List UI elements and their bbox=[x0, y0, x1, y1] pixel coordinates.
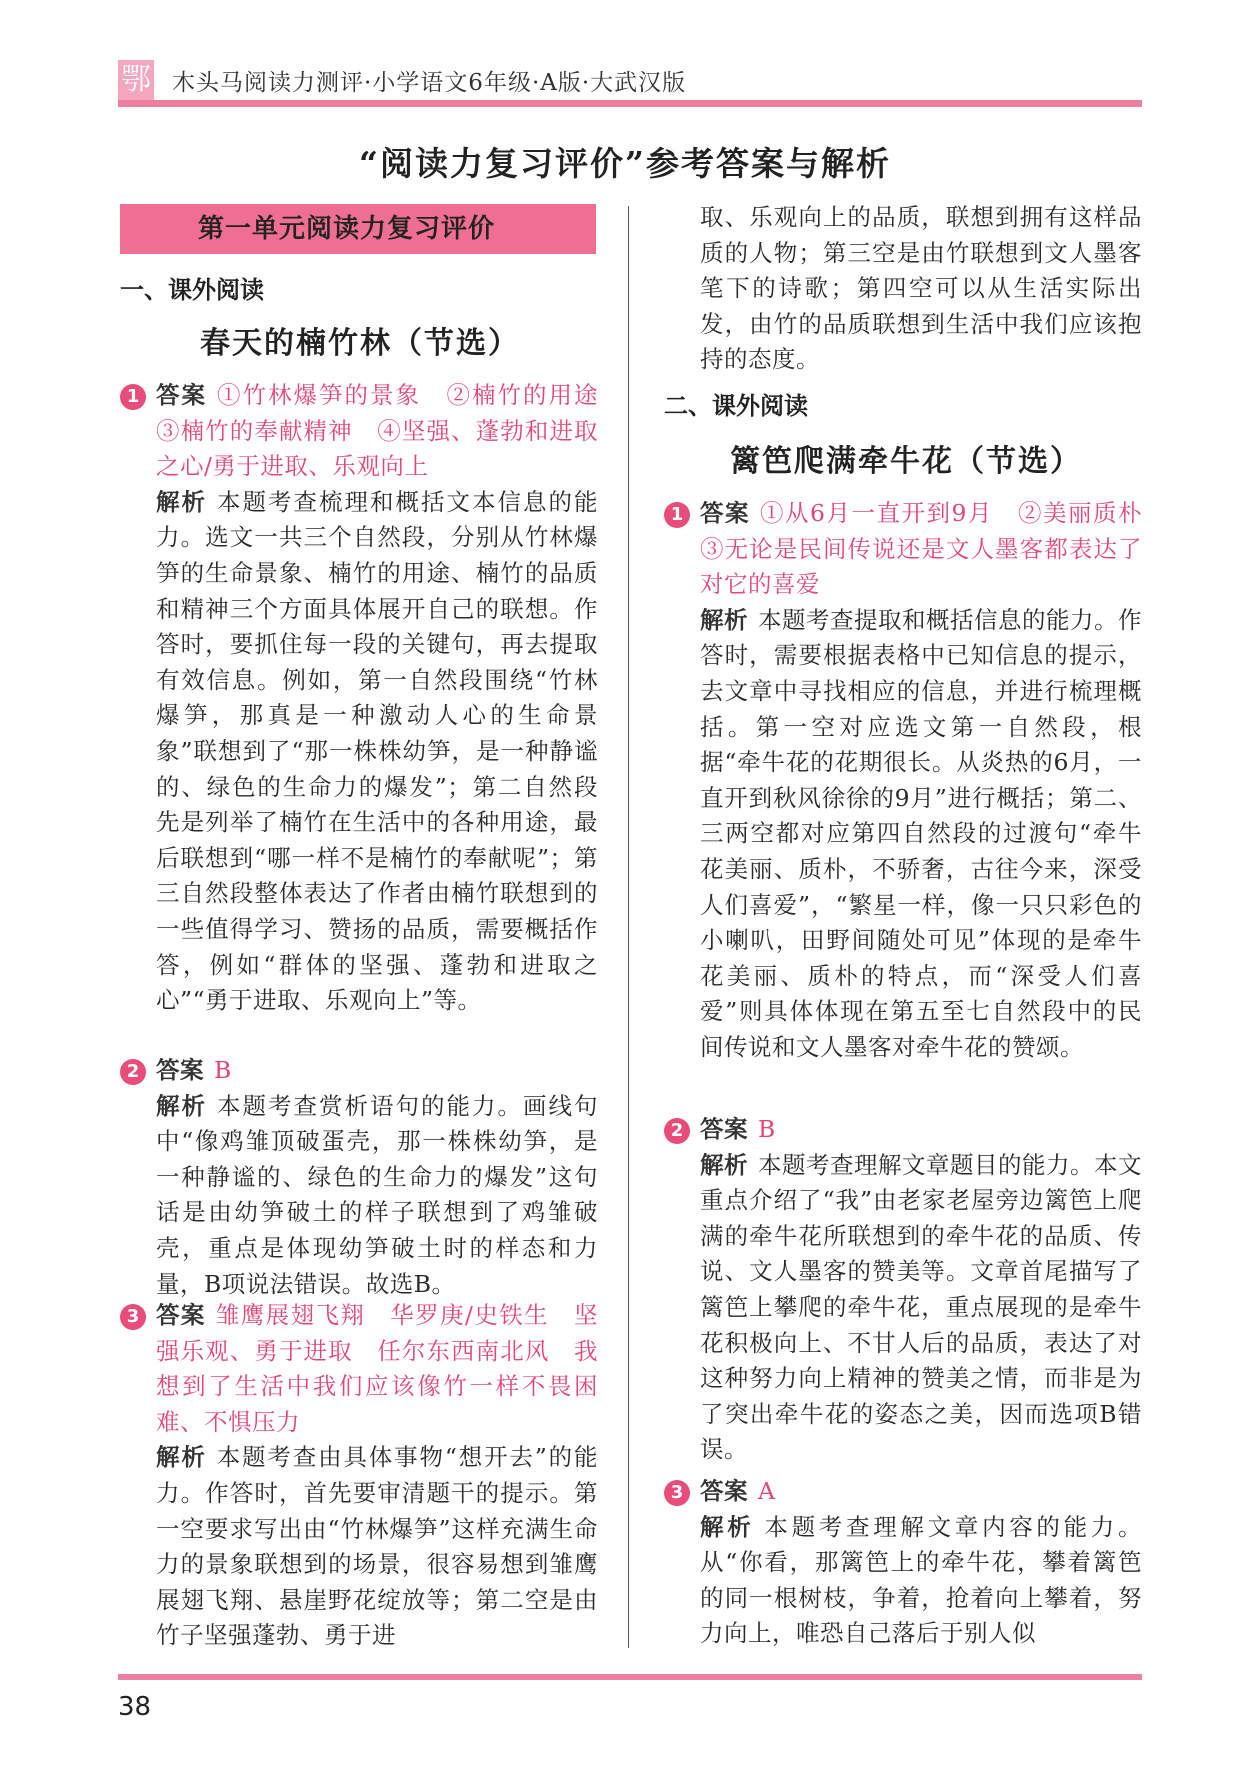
answer-block bbox=[700, 1112, 1142, 1148]
analysis-block bbox=[700, 1510, 1142, 1652]
analysis-tag: 解析 bbox=[156, 1443, 207, 1472]
section-heading-1: 一、课外阅读 bbox=[120, 276, 264, 304]
answer-text: ①竹林爆笋的景象 ②楠竹的用途 ③楠竹的奉献精神 ④坚强、蓬勃和进取之心/勇于进取、乐观向上 bbox=[156, 381, 622, 481]
analysis-text: 本题考查理解文章内容的能力。从“你看，那篱笆上的牵牛花，攀着篱笆的同一根树枝，争着，抢着向上攀着，努力向上，唯恐自己落后于别人似 bbox=[700, 1512, 1143, 1648]
answer-block bbox=[156, 1053, 598, 1089]
answer-tag: 答案 bbox=[700, 1115, 748, 1143]
answer-text: B bbox=[758, 1115, 776, 1143]
answer-text: A bbox=[758, 1477, 776, 1505]
analysis-text: 本题考查梳理和概括文本信息的能力。选文一共三个自然段，分别从竹林爆笋的生命景象、楠竹的用途、楠竹的品质和精神三个方面具体展开自己的联想。作答时，要抓住每一段的关键句，再去提取有效信息。例如，第一自然段围绕“竹林爆笋，那真是一种激动人心的生命景象”联想到了“那一株株幼笋，是一种静谧的、绿色的生命力的爆发”；第二自然段先是列举了楠竹在生活中的各种用途，最后联想到“哪一样不是楠竹的奉献呢”；第三自然段整体表达了作者由楠竹联想到的一些值得学习、赞扬的品质，需要概括作答，例如“群体的坚强、蓬勃和进取之心”“勇于进取、乐观向上”等。 bbox=[156, 487, 598, 1015]
analysis-block bbox=[700, 603, 1142, 1066]
question-item-2 bbox=[120, 1053, 598, 1302]
answer-block bbox=[700, 496, 1167, 603]
analysis-block bbox=[156, 485, 598, 1019]
section-heading-2: 二、课外阅读 bbox=[664, 392, 808, 420]
region-mark: 鄂 bbox=[118, 60, 154, 100]
question-number: 1 bbox=[120, 384, 146, 410]
answer-text: B bbox=[214, 1056, 232, 1084]
article-title-1: 春天的楠竹林（节选） bbox=[200, 326, 520, 361]
analysis-tag: 解析 bbox=[156, 487, 207, 516]
question-item-1 bbox=[120, 378, 622, 1019]
analysis-text: 本题考查由具体事物“想开去”的能力。作答时，首先要审清题干的提示。第一空要求写出由“竹林爆笋”这样充满生命力的景象联想到的场景，很容易想到雏鹰展翅飞翔、悬崖野花绽放等；第二空是由竹子坚强蓬勃、勇于进 bbox=[156, 1443, 598, 1650]
unit-banner: 第一单元阅读力复习评价 bbox=[120, 204, 596, 254]
answer-tag: 答案 bbox=[700, 499, 751, 527]
analysis-text: 本题考查提取和概括信息的能力。作答时，需要根据表格中已知信息的提示，去文章中寻找相应的信息，并进行梳理概括。第一空对应选文第一自然段，根据“牵牛花的花期很长。从炎热的6月，一直开到秋风徐徐的9月”进行概括；第二、三两空都对应第四自然段的过渡句“牵牛花美丽、质朴，不骄奢，古往今来，深受人们喜爱”，“繁星一样，像一只只彩色的小喇叭，田野间随处可见”体现的是牵牛花美丽、质朴的特点，而“深受人们喜爱”则具体体现在第五至七自然段中的民间传说和文人墨客对牵牛花的赞颂。 bbox=[700, 605, 1142, 1061]
question-number: 3 bbox=[120, 1304, 146, 1330]
analysis-tag: 解析 bbox=[700, 1150, 748, 1179]
answer-block bbox=[156, 378, 622, 485]
column-divider bbox=[628, 206, 629, 1648]
answer-tag: 答案 bbox=[156, 381, 207, 409]
analysis-text: 本题考查理解文章题目的能力。本文重点介绍了“我”由老家老屋旁边篱笆上爬满的牵牛花所联想到的牵牛花的品质、传说、文人墨客的赞美等。文章首尾描写了篱笆上攀爬的牵牛花，重点展现的是牵牛花积极向上、不甘人后的品质，表达了对这种努力向上精神的赞美之情，而非是为了突出牵牛花的姿态之美，因而选项B错误。 bbox=[700, 1150, 1142, 1464]
analysis-text: 本题考查赏析语句的能力。画线句中“像鸡雏顶破蛋壳，那一株株幼笋，是一种静谧的、绿色的生命力的爆发”这句话是由幼笋破土的样子联想到了鸡雏破壳，重点是体现幼笋破土时的样态和力量，B项说法错误。故选B。 bbox=[156, 1091, 598, 1298]
analysis-tag: 解析 bbox=[156, 1091, 207, 1120]
answer-tag: 答案 bbox=[156, 1301, 206, 1329]
answer-tag: 答案 bbox=[700, 1477, 748, 1505]
header-title: 木头马阅读力测评·小学语文6年级·A版·大武汉版 bbox=[172, 70, 687, 96]
footer-rule bbox=[118, 1674, 1142, 1680]
answer-tag: 答案 bbox=[156, 1056, 204, 1084]
answer-block bbox=[700, 1474, 1142, 1510]
analysis-block bbox=[156, 1089, 598, 1303]
question-item-3 bbox=[120, 1298, 598, 1654]
answer-block bbox=[156, 1298, 598, 1440]
question-item-4 bbox=[664, 496, 1167, 1066]
running-header bbox=[118, 58, 1142, 108]
question-item-5 bbox=[664, 1112, 1142, 1468]
question-number: 2 bbox=[664, 1118, 690, 1144]
continued-analysis: 取、乐观向上的品质，联想到拥有这样品质的人物；第三空是由竹联想到文人墨客笔下的诗歌；第四空可以从生活实际出发，由竹的品质联想到生活中我们应该抱持的态度。 bbox=[700, 203, 1142, 374]
answer-text: ①从6月一直开到9月 ②美丽质朴 ③无论是民间传说还是文人墨客都表达了对它的喜爱 bbox=[700, 499, 1167, 599]
analysis-block bbox=[156, 1440, 598, 1654]
answer-text: 雏鹰展翅飞翔 华罗庚/史铁生 坚强乐观、勇于进取 任尔东西南北风 我想到了生活中我们应该像竹一样不畏困难、不惧压力 bbox=[156, 1301, 599, 1436]
page-title: “阅读力复习评价”参考答案与解析 bbox=[359, 144, 891, 183]
analysis-tag: 解析 bbox=[700, 1512, 755, 1541]
article-title-2: 篱笆爬满牵牛花（节选） bbox=[730, 444, 1082, 479]
analysis-block bbox=[700, 1148, 1142, 1468]
question-item-6 bbox=[664, 1474, 1142, 1652]
header-rule bbox=[118, 100, 1142, 107]
page-number: 38 bbox=[118, 1692, 152, 1722]
question-number: 1 bbox=[664, 502, 690, 528]
question-number: 2 bbox=[120, 1059, 146, 1085]
analysis-tag: 解析 bbox=[700, 605, 748, 634]
question-number: 3 bbox=[664, 1480, 690, 1506]
